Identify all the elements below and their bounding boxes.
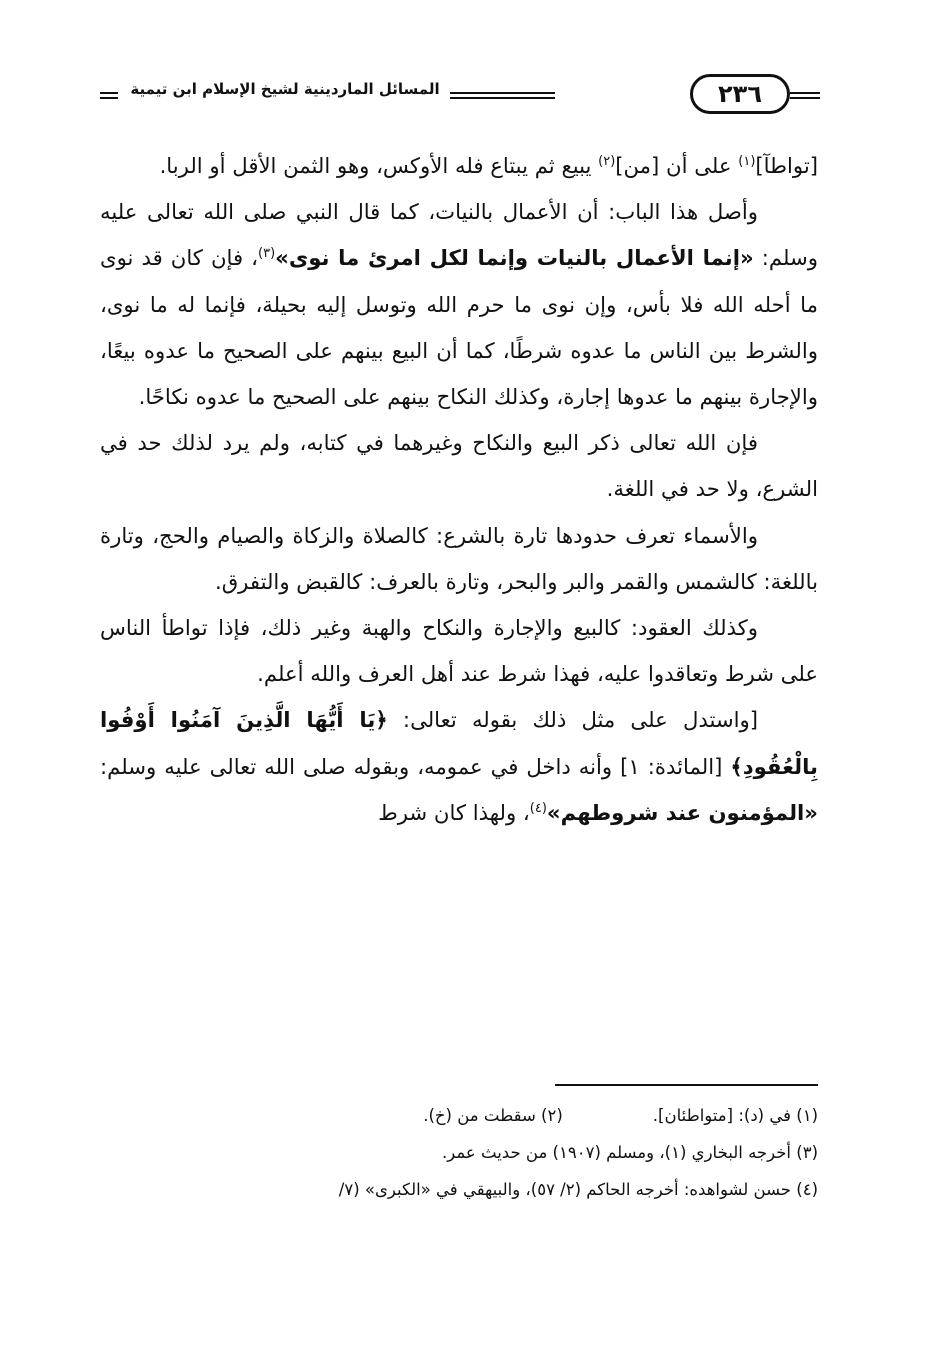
page-header bbox=[100, 70, 820, 120]
paragraph: فإن الله تعالى ذكر البيع والنكاح وغيرهما في كتابه، ولم يرد لذلك حد في الشرع، ولا حد في اللغة. bbox=[100, 430, 818, 502]
main-text bbox=[100, 143, 818, 836]
text-run: وأصل هذا الباب: أن الأعمال بالنيات، كما قال النبي صلى الله تعالى عليه وسلم: bbox=[100, 199, 818, 271]
text-run: يبيع ثم يبتاع فله الأوكس، وهو الثمن الأقل أو الربا. bbox=[159, 153, 599, 178]
paragraph bbox=[100, 697, 818, 836]
footnote: (٣) أخرجه البخاري (١)، ومسلم (١٩٠٧) من حديث عمر. bbox=[442, 1143, 818, 1162]
hadith-quote: «إنما الأعمال بالنيات وإنما لكل امرئ ما نوى» bbox=[275, 245, 754, 271]
footnote-separator bbox=[555, 1084, 818, 1086]
header-rule bbox=[450, 92, 555, 99]
text-run: ، ولهذا كان شرط bbox=[378, 799, 530, 825]
footnote: (١) في (د): [متواطئان]. bbox=[652, 1106, 818, 1125]
footnote-ref: (٤) bbox=[529, 800, 547, 816]
footnote-ref: (١) bbox=[738, 153, 756, 169]
paragraph bbox=[100, 189, 818, 420]
paragraph bbox=[100, 143, 818, 189]
footnote-ref: (٣) bbox=[258, 246, 276, 262]
paragraph: وكذلك العقود: كالبيع والإجارة والنكاح والهبة وغير ذلك، فإذا تواطأ الناس على شرط وتعاقدوا عليه، فهذا شرط عند أهل العرف والله أعلم. bbox=[100, 615, 818, 687]
footnote: (٢) سقطت من (خ). bbox=[423, 1106, 563, 1125]
text-run: على أن [من] bbox=[615, 153, 739, 178]
text-run: [واستدل على مثل ذلك بقوله تعالى: bbox=[387, 707, 758, 733]
running-title: المسائل الماردينية لشيخ الإسلام ابن تيمية bbox=[130, 80, 440, 98]
header-rule bbox=[100, 92, 118, 99]
hadith-quote: «المؤمنون عند شروطهم» bbox=[546, 799, 818, 825]
paragraph: والأسماء تعرف حدودها تارة بالشرع: كالصلاة والزكاة والصيام والحج، وتارة باللغة: كالشمس والقمر والبر والبحر، وتارة بالعرف: كالقبض والتفرق. bbox=[100, 522, 818, 594]
text-run: ، فإن كان قد نوى ما أحله الله فلا بأس، وإن نوى ما حرم الله وتوسل إليه بحيلة، فإنما له ما نوى، والشرط بين الناس ما عدوه شرطًا، كما أن البيع بينهم على الصحيح ما عدوه بيعًا، والإجارة بينهم ما عدوها إجارة، وكذلك النكاح بينهم على الصحيح ما عدوه نكاحًا. bbox=[100, 245, 818, 410]
text-run: [المائدة: ١] وأنه داخل في عمومه، وبقوله صلى الله تعالى عليه وسلم: bbox=[100, 753, 731, 779]
page-number: ٢٣٦ bbox=[690, 74, 790, 114]
header-rule bbox=[790, 92, 820, 99]
footnote: (٤) حسن لشواهده: أخرجه الحاكم (٢/ ٥٧)، والبيهقي في «الكبرى» (٧/ bbox=[338, 1180, 818, 1199]
footnotes bbox=[180, 1097, 818, 1208]
footnote-line bbox=[180, 1097, 818, 1134]
footnote-ref: (٢) bbox=[598, 153, 616, 169]
text-run: [تواطآ] bbox=[755, 153, 818, 178]
quran-verse: ﴿يَا أَيُّهَا الَّذِينَ آمَنُوا أَوْفُوا بِالْعُقُودِ﴾ bbox=[100, 707, 819, 779]
